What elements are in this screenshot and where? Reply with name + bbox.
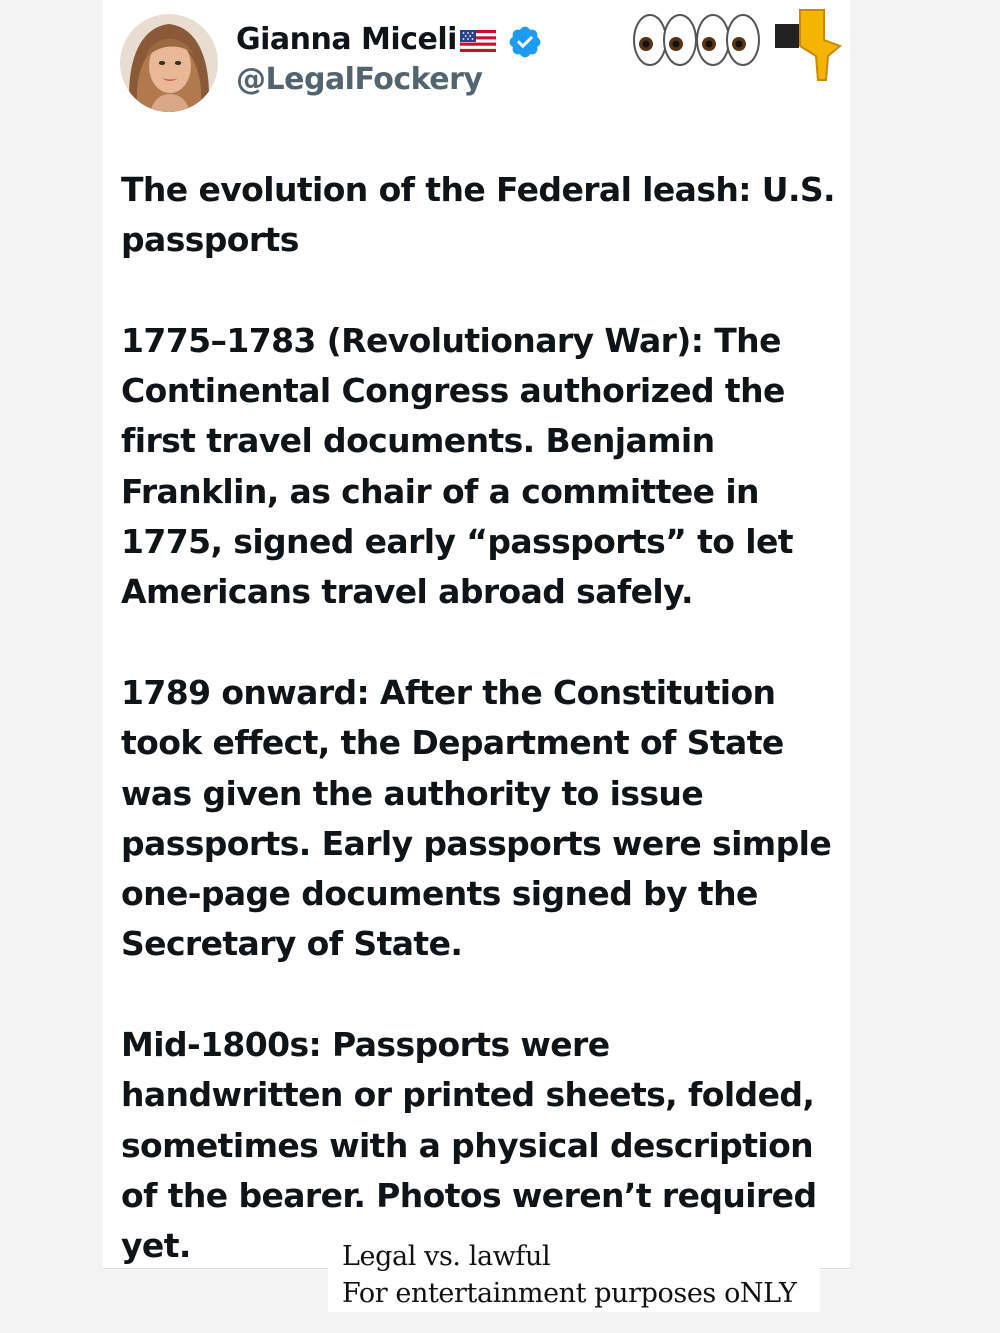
pointing-down-emoji-icon [775, 10, 840, 80]
avatar[interactable] [120, 14, 218, 112]
overlay-caption [328, 1238, 820, 1312]
divider [103, 1268, 328, 1269]
user-handle[interactable]: @LegalFockery [236, 62, 483, 97]
tweet-text [121, 165, 841, 1322]
tweet-paragraph: 1789 onward: After the Constitution took effect, the Department of State was given the authority to issue passports. Early passports were simple one-page documents signed by the Secretary of State. [121, 672, 832, 964]
display-name[interactable]: Gianna Miceli [236, 22, 457, 57]
caption-line: For entertainment purposes oNLY [342, 1278, 797, 1309]
eyes-emoji-icon [634, 15, 696, 65]
tweet-paragraph: The evolution of the Federal leash: U.S. passports [121, 170, 835, 260]
tweet-paragraph: 1775–1783 (Revolutionary War): The Continental Congress authorized the first travel documents. Benjamin Franklin, as chair of a committee in 1775, signed early “passports” to let Americans travel abroad safely. [121, 320, 793, 612]
tweet-paragraph: Mid-1800s: Passports were handwritten or printed sheets, folded, sometimes with a physical description of the bearer. Photos weren’t required yet. [121, 1025, 817, 1266]
us-flag-icon [460, 30, 496, 52]
divider [820, 1268, 850, 1269]
caption-line: Legal vs. lawful [342, 1241, 551, 1272]
eyes-emoji-icon [697, 15, 759, 65]
verified-badge-icon [507, 24, 543, 60]
emoji-overlay [628, 2, 850, 82]
